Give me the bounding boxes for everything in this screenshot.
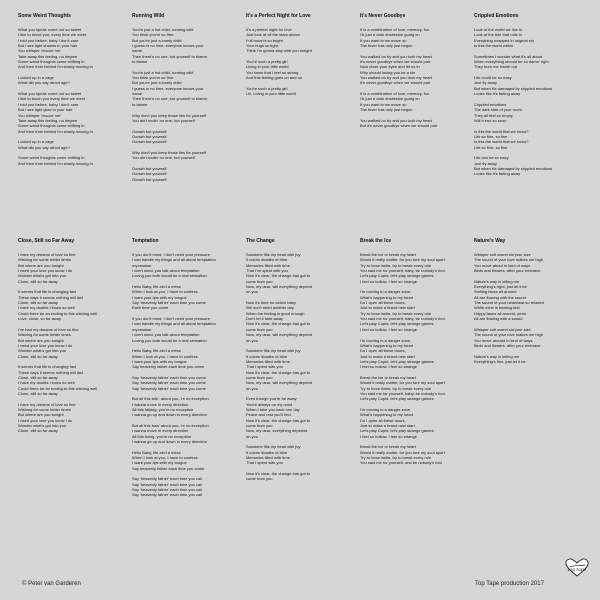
lyric-line: Ooowh but yourself	[132, 133, 167, 139]
lyric-line: Will it end so soon	[474, 117, 507, 123]
lyric-line: Say 'heavenly father' each time you come	[132, 380, 206, 386]
song-column	[18, 238, 126, 564]
lyric-line: I'm moving in a danger zone,	[360, 406, 412, 412]
lyric-line: But where are you tonight	[18, 262, 64, 268]
lyric-line: It colors shades of blue	[246, 353, 288, 359]
song-column	[474, 238, 582, 564]
lyric-line: It seems that life is changing fast	[18, 289, 77, 295]
lyric-line: Nature's way is telling me	[474, 278, 520, 284]
lyrics-block	[18, 252, 126, 434]
lyric-line: on you	[246, 385, 259, 391]
lyric-line: All are flowing with a sound	[474, 316, 523, 322]
lyric-line: Now close your eyes and let us in	[360, 64, 420, 70]
lyric-line: I guess in no time, everyone knows your	[132, 43, 204, 49]
lyric-line: Break the ice or break my heart	[360, 252, 416, 257]
lyric-line: The sound of your love makes me high	[474, 257, 543, 263]
lyric-line: And this feeling goes on and on	[246, 75, 303, 81]
lyric-line: Close, still so far away	[18, 353, 58, 359]
lyric-line: I feel so hollow, I feel so strange	[360, 278, 417, 284]
lyric-line: on you	[246, 433, 259, 439]
lyric-line: I've had my dreams of love so fine	[18, 326, 79, 332]
lyric-line: Whisper soft sweet sin'your size	[474, 326, 531, 332]
lyric-line: When the feeling is good enough	[246, 310, 305, 316]
lyrics-block	[246, 27, 354, 96]
lyric-line: You walked on by and you took my heart	[360, 53, 432, 59]
lyric-line: I want your lips with my tongue	[132, 460, 187, 466]
lyric-line: Why should loving you be a sin	[360, 69, 416, 75]
lyric-line: Would it really matter, for you tore my soul apart	[360, 380, 445, 386]
lyric-line: Wishing for some better times	[18, 332, 71, 338]
lyric-line: I want your lips with my tongue	[132, 358, 187, 364]
lyric-line: But all this fuss' about you, 're no exception	[132, 423, 209, 428]
lyric-line: Sunshine fills my head with joy	[246, 252, 301, 257]
song-title: Nature's Way	[474, 238, 506, 244]
lyric-line: You think you're so free	[132, 75, 174, 81]
lyric-line: Say 'heavenly father' each time you come	[132, 300, 206, 306]
lyric-line: I wanna move in every direction	[132, 401, 189, 407]
lyric-line: Everything's right, just let it be	[474, 284, 528, 290]
lyric-line: to blame	[132, 59, 148, 65]
lyric-line: I'm moving in a danger zone,	[360, 337, 412, 343]
lyric-line: Try to force limits, try to break every rule	[360, 385, 432, 391]
lyric-line: Just to make a brand new start	[360, 353, 415, 359]
lyric-line: Loving you both would be a real sensation	[132, 273, 207, 279]
lyric-line: Could there be an ending to this wishing well	[18, 310, 98, 316]
lyric-line: All this talking, you're no exception	[132, 406, 194, 412]
lyric-line: Birds and flowers, after your embrace	[474, 342, 541, 348]
lyric-line: It seems that life is changing fast	[18, 364, 77, 370]
lyric-line: When I look at you, I have to confess	[132, 289, 198, 295]
song-column	[132, 13, 240, 233]
lyric-line: Don't let it fade away	[246, 316, 284, 322]
lyric-line: Close, still so far away	[18, 428, 58, 434]
lyric-line: Wonder what's got into you	[18, 348, 67, 354]
lyric-line: Take away this feeling, no degree	[18, 117, 78, 123]
lyric-line: But where are you tonight	[18, 337, 64, 343]
lyric-line: Close, still so far away	[18, 278, 58, 284]
lyric-line: Wishing for some better times	[18, 406, 71, 412]
lyric-line: Now it's clear, the change has got to	[246, 369, 311, 375]
copyright-text: © Peter van Garderen	[22, 581, 81, 587]
lyric-line: Locked up in a cage	[18, 75, 54, 81]
lyric-line: Let's play Cupid, let's play strange games	[360, 273, 434, 279]
lyric-line: Is this the world that we know?	[474, 139, 529, 145]
lyrics-block	[18, 27, 126, 166]
lyric-line: expression	[132, 262, 152, 268]
lyric-line: I like to move you, every time we meet	[18, 32, 87, 38]
lyric-line: All are flowing with the sound	[474, 294, 526, 300]
lyric-line: You're just a hot child, running wild	[132, 69, 194, 75]
lyric-line: But all this talk', about you, 're no exception	[132, 396, 209, 402]
lyric-line: Looks like it's fading away	[474, 91, 521, 97]
lyric-line: I told you before, baby I don't care	[18, 101, 79, 107]
lyric-line: It is a combination of love, memory, fun	[360, 91, 430, 97]
lyrics-block	[474, 27, 582, 177]
song-title: It's Never Goodbye	[360, 13, 406, 19]
lyric-line: I need your love you know I do	[18, 417, 73, 423]
lyric-line: All this fixing, you're no exception	[132, 433, 192, 439]
lyric-line: Try to force limits, try to break every rule	[360, 310, 432, 316]
lyric-line: Just look at all the stars above	[246, 32, 300, 38]
lyric-line: You walked on by and you took my heart	[360, 117, 432, 123]
lyric-line: Everything's fine, just let it be	[474, 358, 526, 364]
lyric-line: It's never goodbye when we should part	[360, 59, 431, 65]
lyric-line: I have my dreams of love so fine	[18, 401, 76, 407]
bottom-lyrics-row	[18, 238, 592, 564]
lyric-line: Say 'heavenly father' each time you come	[132, 385, 206, 391]
lyric-line: These days it seems nothing will last	[18, 369, 83, 375]
song-title: Running Wild	[132, 13, 165, 19]
lyric-line: Birds and flowers, after your embrace	[474, 268, 541, 274]
lyric-line: Some weird thoughts come shifting in	[18, 123, 85, 129]
lyric-line: But when it's damaged by crippled emotions	[474, 85, 553, 91]
lyric-line: Life can be so easy	[474, 155, 509, 161]
lyric-line: Look at the world we live in	[474, 27, 523, 32]
lyric-line: Why don't you keep those lies for yourself	[132, 112, 206, 118]
lyric-line: Now, my dear, will everything depend	[246, 284, 313, 290]
lyric-line: Or just a dark obsession going on	[360, 32, 420, 38]
lyrics-block	[474, 252, 582, 364]
lyric-line: If you don't mind, I don't need your pressure	[132, 252, 210, 257]
lyric-line: What did you say about age?	[18, 80, 70, 86]
lyric-line: If you don't mind, I don't need your pressure	[132, 316, 210, 322]
lyric-line: Memories filled with time	[246, 358, 290, 364]
lyric-line: When I look at you, I have to confess	[132, 353, 198, 359]
lyric-line: Uh, Living in your little world	[246, 91, 296, 97]
lyric-line: Life could be so easy	[474, 75, 512, 81]
lyric-line: You whisper 'rescue me'	[18, 112, 61, 118]
lyric-line: Is this the world that we know?	[474, 128, 529, 134]
lyric-line: Wishing for some better times	[18, 257, 71, 263]
lyric-line: You said me for yourself, baby, be nobody's fool	[360, 390, 445, 396]
lyric-line: to blame	[132, 101, 148, 107]
lyric-line: Just to make a brand new start	[360, 305, 415, 311]
lyric-line: Let's play Cupid, let's play strange games	[360, 428, 434, 434]
lyric-line: You're always on my mind	[246, 401, 293, 407]
lyric-line: I told you before, baby I don't care	[18, 37, 79, 43]
lyric-line: Close, still so far away	[18, 300, 58, 306]
lyric-line: It's never goodbye when we should part	[360, 80, 431, 86]
lyric-line: Try to force limits, try to break every rule	[360, 455, 432, 461]
lyric-line: What you speak come out so sweet	[18, 27, 82, 32]
lyric-line: I don't mind, you talk about temptation	[132, 332, 200, 338]
lyric-line: come from you	[246, 326, 273, 332]
lyric-line: Each time you come	[132, 305, 169, 311]
lyric-line: And then from behind I'm slowly moving in	[18, 160, 93, 166]
lyric-line: Let's play Cupid, let's play strange games	[360, 321, 434, 327]
lyric-line: Locked up in a cage	[18, 139, 54, 145]
lyric-line: Say heavenly father each time you come	[132, 465, 205, 471]
lyric-line: You're such a pretty girl	[246, 59, 288, 65]
song-column	[360, 238, 468, 564]
lyric-line: Sunshine fills my head with joy	[246, 444, 301, 450]
lyric-line: You move around in kind of ways	[474, 337, 533, 343]
song-column	[246, 238, 354, 564]
lyric-line: They burn me inside out	[474, 64, 517, 70]
lyric-line: You said me for yourself, and be nobody's fool	[360, 460, 442, 466]
lyric-line: Could there be an ending to this wishing well	[18, 385, 98, 391]
lyric-line: And then from behind I'm slowly moving in	[18, 64, 93, 70]
lyric-line: Say heavenly father each time you come	[132, 364, 205, 370]
lyric-line: If you want to we move on	[360, 37, 407, 43]
lyric-line: But where are you tonight	[18, 412, 64, 418]
lyric-line: Full moon's so bright	[246, 37, 283, 43]
lyric-line: I can handle my things and all about temptation	[132, 321, 216, 327]
lyric-line: You're such a pretty girl	[246, 85, 288, 91]
lyric-line: Now it's clear, the change has got to	[246, 273, 311, 279]
lyric-line: I need your love you know I do	[18, 342, 73, 348]
lyric-line: Sometimes I wonder what it's all about	[474, 53, 543, 59]
lyric-line: on you	[246, 289, 259, 295]
lyric-line: come from you	[246, 278, 273, 284]
lyric-line: Just to make a brand new start	[360, 423, 415, 428]
lyric-line: Whisper soft sweet sin'your size	[474, 252, 531, 257]
lyric-line: You move about in kind of ways	[474, 262, 531, 268]
lyric-line: Now, my dear, everything depends	[246, 428, 308, 434]
lyrics-block	[132, 252, 240, 498]
lyric-line: I can handle my things and all about temptation	[132, 257, 216, 263]
lyric-line: Let's play Cupid, let's play strange games	[360, 396, 434, 402]
lyric-line: Take away this feeling, no degree	[18, 53, 78, 59]
lyric-line: Hello Baby, life ain't a mess	[132, 284, 181, 290]
lyric-line: That I've spent with you	[246, 268, 288, 274]
lyrics-block	[360, 27, 468, 129]
lyric-line: Even though you're far away	[246, 396, 297, 402]
lyric-line: Is this the world within	[474, 43, 514, 49]
lyric-line: Close, still so far away	[18, 374, 58, 380]
lyric-line: Now, my dear, will everything depend	[246, 332, 313, 338]
lyric-line: But I see light glow in your hair	[18, 107, 73, 113]
lyric-line: I have my doubts I know so well	[18, 380, 75, 386]
lyric-line: on you	[246, 337, 259, 343]
lyric-line: come from you	[246, 374, 273, 380]
lyric-line: Loving you both would be a real sensation	[132, 337, 207, 343]
lyric-line: When I take you back one day	[246, 406, 300, 412]
lyric-line: What's happening to my heart	[360, 294, 414, 300]
lyric-line: Life so fine, so fine	[474, 144, 508, 150]
lyric-line: But when it's damaged by crippled emotions	[474, 165, 553, 171]
top-tape-logo	[564, 557, 590, 577]
lyric-line: Hello Baby, life ain't a mess	[132, 348, 181, 354]
lyric-line: come from you	[246, 476, 273, 482]
lyric-line: But it's never goodbye when we should part	[360, 123, 438, 129]
lyric-line: I like to touch you every time we meet	[18, 96, 85, 102]
lyric-line: Try to force limits, try to break every rule	[360, 262, 432, 268]
lyric-line: The fever has only just begun	[360, 43, 413, 49]
lyric-line: Now it's time for action baby	[246, 300, 296, 306]
song-column	[18, 13, 126, 233]
lyric-line: name	[132, 91, 143, 97]
lyric-line: You know that I feel so strong	[246, 69, 299, 75]
lyric-line: Happy faces all around, yeah	[474, 310, 526, 316]
lyric-line: Wonder what's got into you	[18, 423, 67, 428]
lyric-line: That I spent with you	[246, 364, 283, 370]
lyric-line: Think I'm gonna stay with you tonight	[246, 48, 312, 54]
lyric-line: Just fly away	[474, 80, 497, 86]
song-column	[132, 238, 240, 564]
lyric-line: While mine is beating fast	[474, 305, 520, 311]
lyric-line: When I look at you, I have to confess	[132, 455, 198, 461]
lyric-line: Break the ice or break my heart	[360, 444, 416, 450]
song-title: Temptation	[132, 238, 159, 244]
lyric-line: The dark side of your room	[474, 107, 522, 113]
lyric-line: Some weird thoughts come shifting in	[18, 155, 85, 161]
lyric-line: Ooowh but yourself	[132, 165, 167, 171]
lyric-line: Why don't you keep those lies for yourself	[132, 149, 206, 155]
song-column	[474, 13, 582, 233]
lyric-line: name	[132, 48, 143, 54]
lyric-line: Say 'heavenly father' each time you call	[132, 487, 203, 493]
lyrics-block	[132, 27, 240, 182]
lyric-line: Sunshine fills my head with joy	[246, 348, 301, 354]
lyric-line: Hello Baby, life ain't a mess	[132, 449, 181, 455]
top-lyrics-row	[18, 13, 592, 233]
song-title: It's a Perfect Night for Love	[246, 13, 311, 19]
lyric-line: These days it seems nothing will last	[18, 294, 83, 300]
lyric-line: Ooowh but yourself	[132, 128, 167, 134]
lyric-line: You think you're so free	[132, 32, 174, 38]
lyric-line: Now it's clear, the change has got to	[246, 321, 311, 327]
lyric-line: Let's play Cupid, let's play strange games	[360, 358, 434, 364]
lyric-line: Just fly away	[474, 160, 497, 166]
lyric-line: Do I open all these doors,	[360, 300, 406, 306]
lyric-line: Living in your little world	[246, 64, 289, 70]
lyric-line: Break the ice or break my heart	[360, 374, 416, 380]
lyric-line: But you're just a lonely child	[132, 80, 182, 86]
lyric-line: We don't need another day	[246, 305, 294, 311]
lyric-line: You said me for yourself, baby, be nobody's fool	[360, 316, 445, 322]
lyric-line: Peace and rest you'll find	[246, 412, 291, 418]
lyric-line: I don't mind, you talk about temptation	[132, 268, 200, 274]
lyric-line: Do I open all these doors,	[360, 417, 406, 423]
song-column	[360, 13, 468, 233]
production-credit: Top Tape production 2017	[475, 581, 544, 587]
lyric-line: It is a combination of love, memory, fun	[360, 27, 430, 32]
lyric-line: You walked on by and you took my heart	[360, 75, 432, 81]
lyric-line: Some weird thoughts come shifting in	[18, 59, 85, 65]
lyric-line: I feel so hollow, I feel so strange	[360, 364, 417, 370]
lyric-line: If you want to we move on	[360, 101, 407, 107]
lyric-line: You ain't foolin' no one, but yourself	[132, 117, 195, 123]
lyric-line: What you speak come out so sweet	[18, 91, 82, 97]
lyric-line: Would it really matter, for you tore my soul apart	[360, 257, 445, 263]
lyric-line: Looks like it's fading away	[474, 171, 521, 177]
song-title: The Change	[246, 238, 275, 244]
lyric-line: Close, still so far away	[18, 390, 58, 396]
lyric-line: Crippled emotions	[474, 101, 507, 107]
lyric-line: It's a perfect night for love	[246, 27, 292, 32]
lyric-line: Wonder what's got into you	[18, 273, 67, 279]
lyric-line: I'm moving in a danger zone,	[360, 289, 412, 295]
lyrics-block	[246, 252, 354, 482]
lyric-line: And then from behind I'm slowly moving in	[18, 128, 93, 134]
lyric-line: Ooowh but yourself	[132, 176, 167, 182]
logo-text: top tape	[567, 568, 587, 573]
lyric-line: Life so fine, so fine	[474, 133, 508, 139]
lyric-line: You said me for yourself, baby, be nobody's fool	[360, 268, 445, 274]
lyric-line: I have my dreams of love so fine	[18, 252, 76, 257]
lyric-line: Love, close, so far away	[18, 316, 61, 322]
lyric-line: It colors shades of blue	[246, 257, 288, 263]
lyric-line: Look at the tide that rolls in	[474, 32, 522, 38]
lyric-line: I need your love you know I do	[18, 268, 73, 274]
lyric-line: What's happening to my heart	[360, 342, 414, 348]
lyric-line: Nature's way is telling me	[474, 353, 520, 359]
lyric-line: Ooowh but yourself	[132, 171, 167, 177]
lyric-line: Your hugs so tight	[246, 43, 278, 49]
lyric-line: Memories filled with time	[246, 455, 290, 461]
lyric-line: Then there's no one, but yourself to blame,	[132, 96, 208, 102]
song-title: Crippled Emotions	[474, 13, 519, 19]
lyric-line: You're just a hot child, running wild	[132, 27, 194, 32]
lyric-line: You whisper 'rescue me'	[18, 48, 61, 54]
lyric-line: Say 'heavenly father' each time you call	[132, 481, 203, 487]
lyric-line: They all feel so empty	[474, 112, 513, 118]
lyric-line: What's happening to my heart	[360, 412, 414, 418]
lyric-line: You ain't foolin' no one, but yourself	[132, 155, 195, 161]
lyric-line: Everything wrapped in original sin	[474, 37, 534, 43]
lyric-line: But I see light shands in your hair	[18, 43, 78, 49]
lyric-line: I wanna move in every direction	[132, 428, 189, 434]
song-title: Break the Ice	[360, 238, 392, 244]
lyric-line: But you're just a lonely child	[132, 37, 182, 43]
lyric-line: I feel so hollow, I feel so strange	[360, 433, 417, 439]
lyric-line: That I spent with you	[246, 460, 283, 466]
lyric-line: Then there's no one, but yourself to blame,	[132, 53, 208, 59]
lyric-line: The sound of your love makes me high	[474, 332, 543, 338]
lyric-line: I have my doubts I know so well	[18, 305, 75, 311]
lyric-line: expression	[132, 326, 152, 332]
lyric-line: Say 'heavenly father' each time you call	[132, 492, 203, 498]
lyric-line: When everything should be so damn' right	[474, 59, 549, 65]
song-title: Close, Still so Far Away	[18, 238, 75, 244]
song-column	[246, 13, 354, 233]
lyric-line: Say 'heavenly father' each time you come	[132, 374, 206, 380]
lyrics-block	[360, 252, 468, 466]
lyric-line: The sound of your heartbeat so relaxed	[474, 300, 544, 306]
lyric-line: I guess in no time, everyone knows your	[132, 85, 204, 91]
lyric-line: I wanna go up and down in every direction	[132, 439, 207, 445]
lyric-line: I want your lips with my tongue	[132, 294, 187, 300]
lyric-line: Now, my dear, will everything depend	[246, 380, 313, 386]
lyric-line: The fever has only just begun	[360, 107, 413, 113]
song-title: Some Weird Thoughts	[18, 13, 71, 19]
lyric-line: I wanna go up and down in every direction	[132, 412, 207, 418]
lyric-line: Now it's clear, the change has got to	[246, 471, 311, 477]
lyric-line: Or just a dark obsession going on	[360, 96, 420, 102]
lyric-line: Say 'heavenly father' each time you call	[132, 476, 203, 482]
lyric-line: come from you	[246, 423, 273, 428]
lyric-line: Memories filled with time	[246, 262, 290, 268]
lyric-line: Smiling faces all around	[474, 289, 517, 295]
lyric-line: Do I open all these doors,	[360, 348, 406, 354]
lyric-line: It colors shades of blue	[246, 449, 288, 455]
lyric-line: Now it's clear, the change has got to	[246, 417, 311, 423]
lyric-line: Would it really matter, for you tore my soul apart	[360, 449, 445, 455]
lyric-line: Ooowh but yourself	[132, 139, 167, 145]
lyric-line: I feel so hollow, I feel so strange	[360, 326, 417, 332]
lyric-line: What did you say about age?	[18, 144, 70, 150]
